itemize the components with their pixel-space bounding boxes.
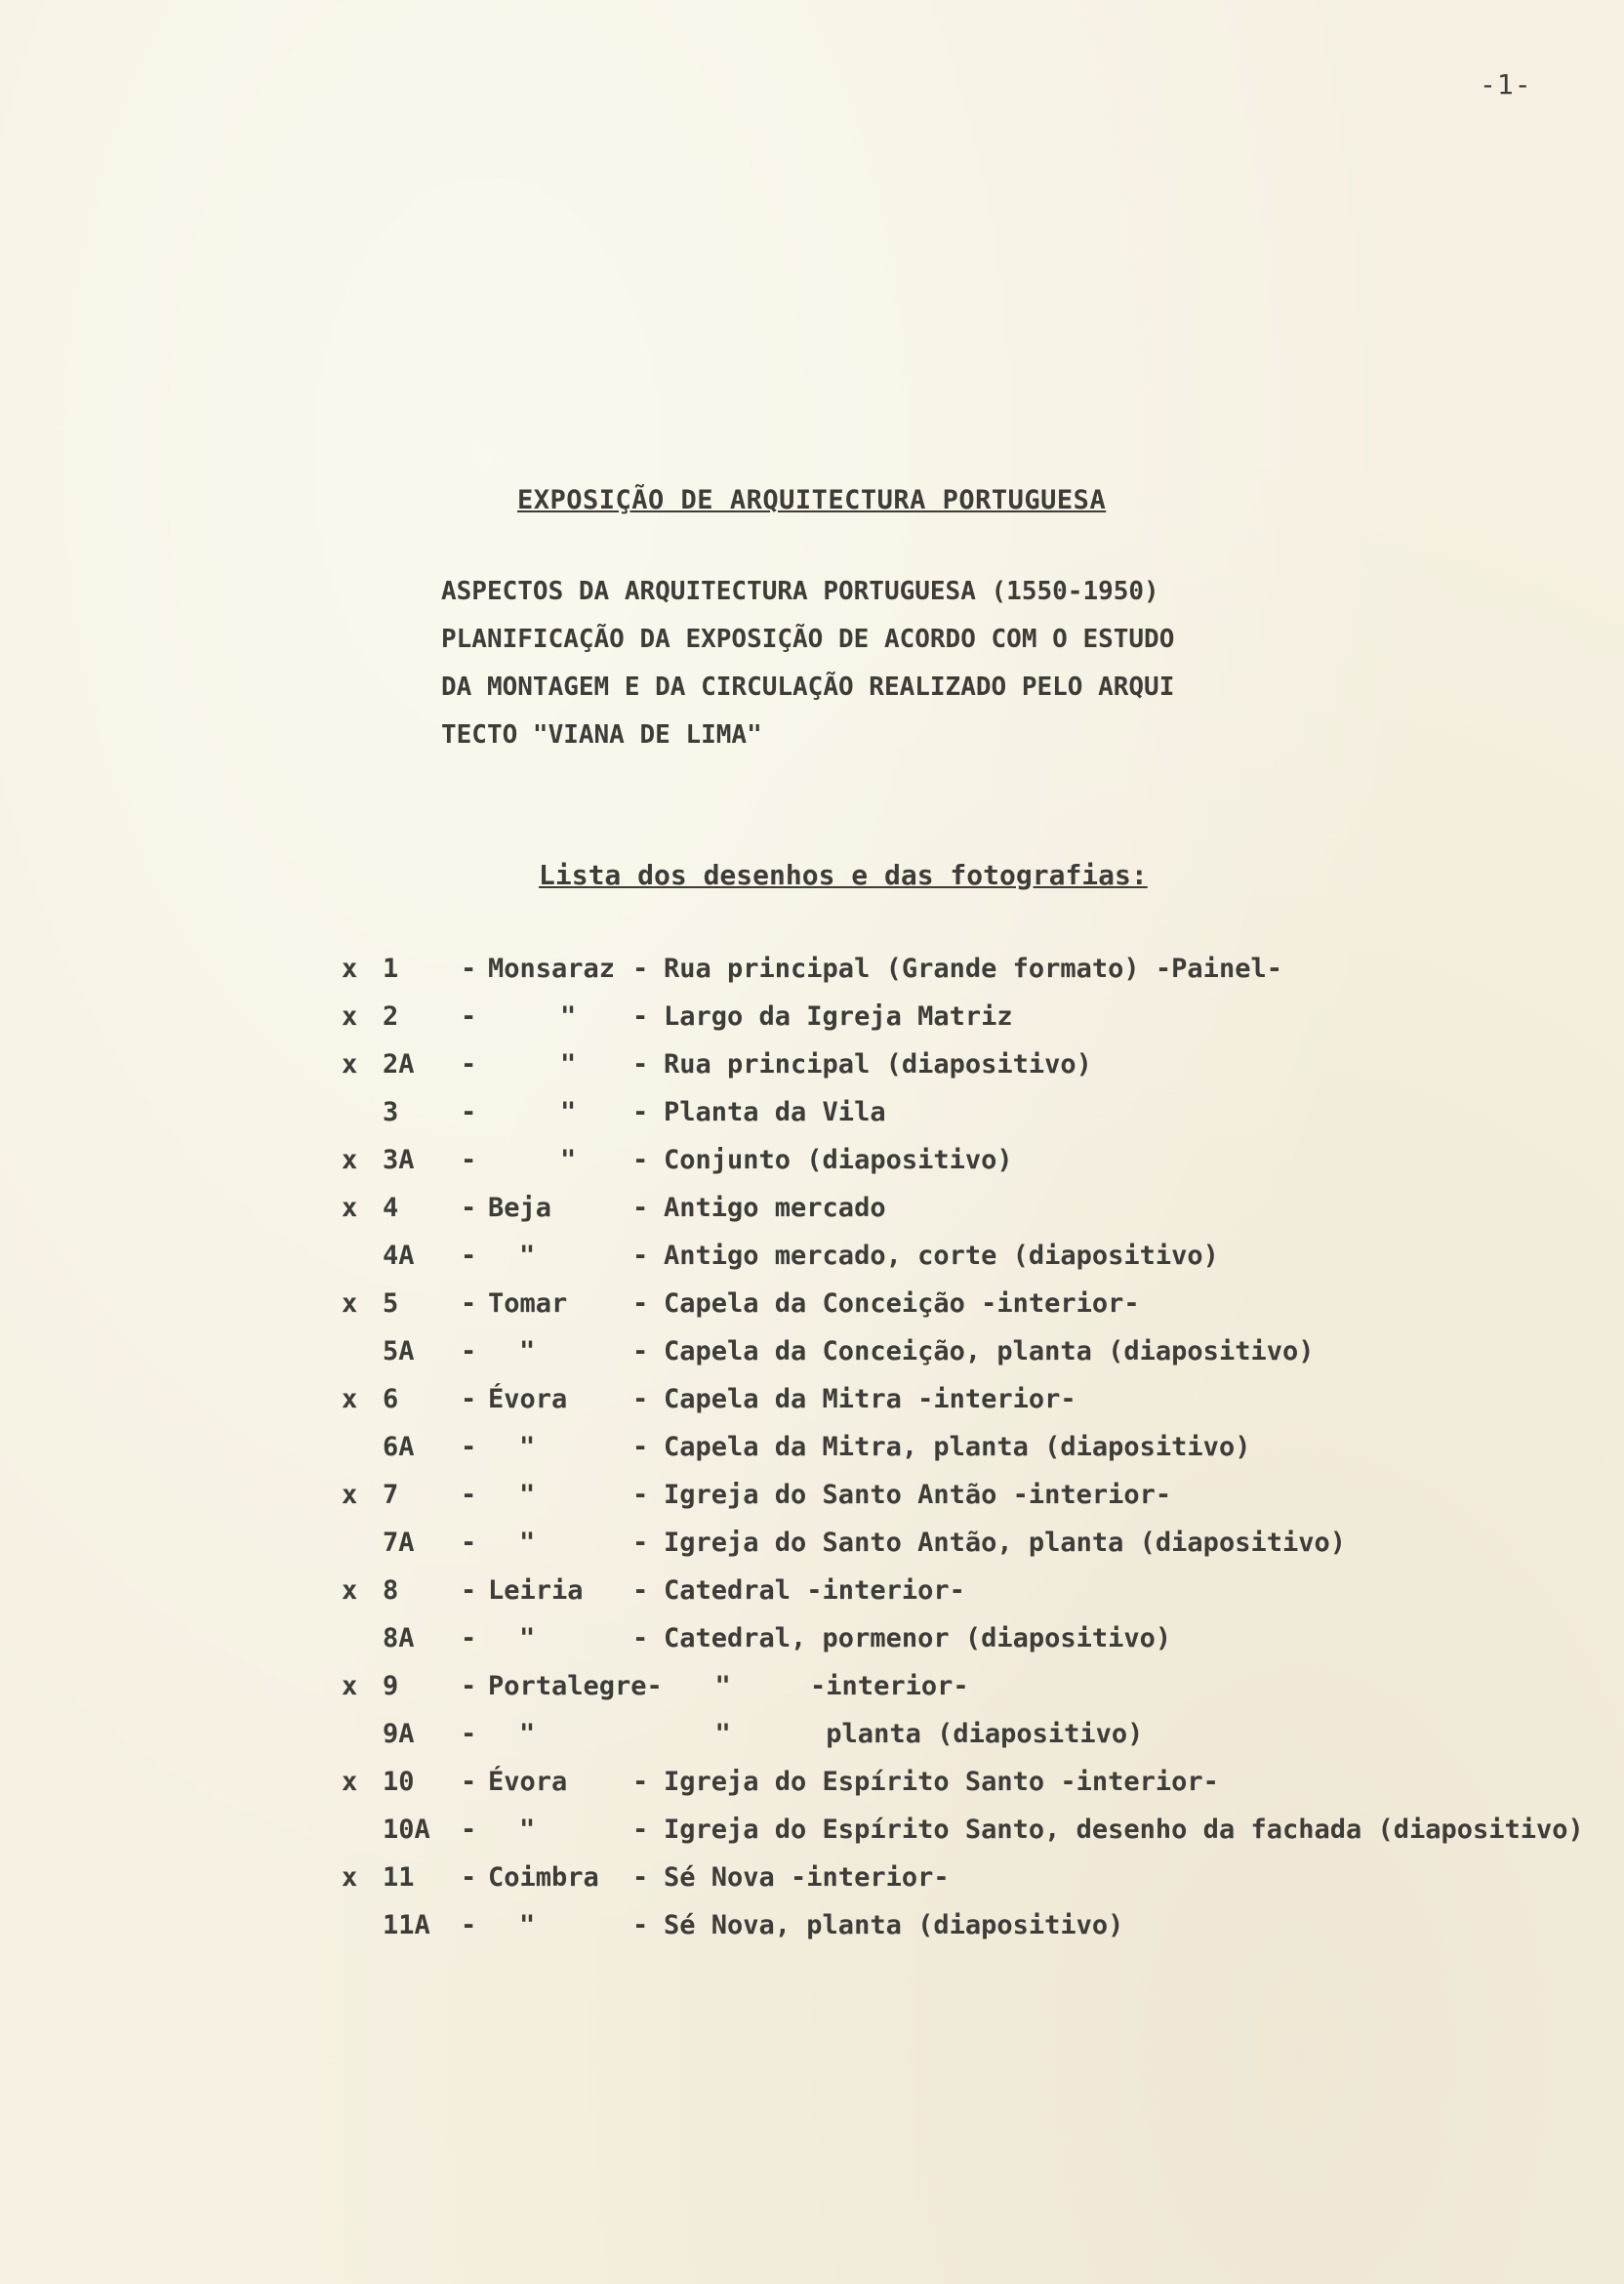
item-mark: x xyxy=(342,1193,358,1223)
item-dash: - xyxy=(632,1145,649,1175)
item-number: 10A xyxy=(383,1815,430,1845)
document-subheading xyxy=(441,568,1174,759)
list-item xyxy=(0,1049,1624,1097)
item-number: 1 xyxy=(383,954,399,984)
list-item xyxy=(0,954,1624,1001)
item-number: 9A xyxy=(383,1719,415,1749)
item-description: Antigo mercado xyxy=(664,1193,886,1223)
drawings-photos-list xyxy=(0,954,1624,1958)
item-mark: x xyxy=(342,1671,358,1701)
list-item xyxy=(0,1336,1624,1384)
item-number: 8 xyxy=(383,1575,399,1606)
item-number: 11A xyxy=(383,1910,430,1940)
item-place: " xyxy=(519,1336,536,1366)
list-item xyxy=(0,1671,1624,1719)
item-place: " xyxy=(560,1097,577,1127)
item-place: " xyxy=(519,1623,536,1653)
item-number: 2A xyxy=(383,1049,415,1080)
item-description: Conjunto (diapositivo) xyxy=(664,1145,1013,1175)
item-dash: - xyxy=(632,1336,649,1366)
item-dash: - xyxy=(632,1241,649,1271)
item-dash: - xyxy=(461,1288,477,1319)
item-mark: x xyxy=(342,1384,358,1414)
item-dash: - xyxy=(461,1815,477,1845)
item-place: Monsaraz xyxy=(488,954,616,984)
item-place: " xyxy=(560,1001,577,1032)
item-place: " xyxy=(519,1815,536,1845)
item-place: " xyxy=(519,1241,536,1271)
item-number: 7 xyxy=(383,1480,399,1510)
item-place: " xyxy=(519,1719,536,1749)
item-dash: - xyxy=(632,1097,649,1127)
item-mark: x xyxy=(342,1862,358,1893)
item-place: " xyxy=(560,1145,577,1175)
list-item xyxy=(0,1432,1624,1480)
item-mark: x xyxy=(342,1288,358,1319)
item-place: Portalegre- xyxy=(488,1671,663,1701)
item-number: 4A xyxy=(383,1241,415,1271)
subheading-line: DA MONTAGEM E DA CIRCULAÇÃO REALIZADO PELO ARQUI xyxy=(441,673,1175,702)
item-number: 10 xyxy=(383,1767,415,1797)
list-item xyxy=(0,1575,1624,1623)
item-description: Rua principal (diapositivo) xyxy=(664,1049,1092,1080)
item-description: Igreja do Espírito Santo, desenho da fachada (diapositivo) xyxy=(664,1815,1584,1845)
subheading-line: ASPECTOS DA ARQUITECTURA PORTUGUESA (1550-1950) xyxy=(441,577,1159,606)
list-item xyxy=(0,1528,1624,1575)
item-mark: x xyxy=(342,1049,358,1080)
item-description: Igreja do Santo Antão, planta (diapositivo) xyxy=(664,1528,1346,1558)
list-item xyxy=(0,1862,1624,1910)
item-dash: - xyxy=(632,1049,649,1080)
list-item xyxy=(0,1384,1624,1432)
subheading-line: PLANIFICAÇÃO DA EXPOSIÇÃO DE ACORDO COM O ESTUDO xyxy=(441,625,1175,654)
item-description: Catedral, pormenor (diapositivo) xyxy=(664,1623,1172,1653)
list-item xyxy=(0,1241,1624,1288)
item-number: 5 xyxy=(383,1288,399,1319)
item-number: 3A xyxy=(383,1145,415,1175)
item-dash: - xyxy=(461,1623,477,1653)
item-dash: - xyxy=(461,1001,477,1032)
item-description: Capela da Mitra, planta (diapositivo) xyxy=(664,1432,1251,1462)
item-dash: - xyxy=(461,1432,477,1462)
list-item xyxy=(0,1001,1624,1049)
item-dash: - xyxy=(461,1862,477,1893)
document-heading: EXPOSIÇÃO DE ARQUITECTURA PORTUGUESA xyxy=(517,485,1107,515)
item-number: 4 xyxy=(383,1193,399,1223)
item-dash: - xyxy=(632,1288,649,1319)
item-dash: - xyxy=(461,1193,477,1223)
item-dash: - xyxy=(461,1767,477,1797)
item-place: " xyxy=(519,1910,536,1940)
item-place: " xyxy=(560,1049,577,1080)
item-description: Sé Nova -interior- xyxy=(664,1862,950,1893)
item-dash: - xyxy=(632,1193,649,1223)
item-description: Sé Nova, planta (diapositivo) xyxy=(664,1910,1124,1940)
list-item xyxy=(0,1767,1624,1815)
item-dash: - xyxy=(461,1671,477,1701)
item-description: " planta (diapositivo) xyxy=(683,1719,1144,1749)
item-place: Leiria xyxy=(488,1575,584,1606)
item-number: 2 xyxy=(383,1001,399,1032)
item-mark: x xyxy=(342,1001,358,1032)
item-description: " -interior- xyxy=(683,1671,969,1701)
item-dash: - xyxy=(632,1767,649,1797)
list-item xyxy=(0,1719,1624,1767)
item-dash: - xyxy=(632,1384,649,1414)
item-dash: - xyxy=(461,1336,477,1366)
item-dash: - xyxy=(461,1719,477,1749)
item-number: 3 xyxy=(383,1097,399,1127)
item-number: 6A xyxy=(383,1432,415,1462)
item-description: Catedral -interior- xyxy=(664,1575,965,1606)
list-title: Lista dos desenhos e das fotografias: xyxy=(539,859,1148,891)
item-dash: - xyxy=(461,1910,477,1940)
list-item xyxy=(0,1097,1624,1145)
item-dash: - xyxy=(461,1528,477,1558)
item-description: Antigo mercado, corte (diapositivo) xyxy=(664,1241,1219,1271)
item-description: Igreja do Santo Antão -interior- xyxy=(664,1480,1172,1510)
item-dash: - xyxy=(461,1049,477,1080)
item-dash: - xyxy=(461,1480,477,1510)
item-dash: - xyxy=(632,1480,649,1510)
item-place: Évora xyxy=(488,1384,568,1414)
list-item xyxy=(0,1910,1624,1958)
item-mark: x xyxy=(342,1145,358,1175)
item-place: Évora xyxy=(488,1767,568,1797)
item-number: 8A xyxy=(383,1623,415,1653)
item-description: Rua principal (Grande formato) -Painel- xyxy=(664,954,1282,984)
item-number: 11 xyxy=(383,1862,415,1893)
item-dash: - xyxy=(461,1145,477,1175)
item-mark: x xyxy=(342,1575,358,1606)
item-dash: - xyxy=(461,1575,477,1606)
item-dash: - xyxy=(461,1097,477,1127)
item-number: 7A xyxy=(383,1528,415,1558)
item-number: 5A xyxy=(383,1336,415,1366)
item-mark: x xyxy=(342,1480,358,1510)
item-mark: x xyxy=(342,1767,358,1797)
item-mark: x xyxy=(342,954,358,984)
item-dash: - xyxy=(632,954,649,984)
item-dash: - xyxy=(632,1623,649,1653)
item-description: Capela da Conceição, planta (diapositivo) xyxy=(664,1336,1315,1366)
list-item xyxy=(0,1145,1624,1193)
list-item xyxy=(0,1193,1624,1241)
item-dash: - xyxy=(632,1528,649,1558)
item-description: Planta da Vila xyxy=(664,1097,886,1127)
item-dash: - xyxy=(461,1241,477,1271)
list-item xyxy=(0,1480,1624,1528)
item-dash: - xyxy=(461,1384,477,1414)
list-item xyxy=(0,1815,1624,1862)
item-place: Beja xyxy=(488,1193,552,1223)
item-dash: - xyxy=(632,1001,649,1032)
list-item xyxy=(0,1623,1624,1671)
item-place: " xyxy=(519,1432,536,1462)
subheading-line: TECTO "VIANA DE LIMA" xyxy=(441,720,762,750)
item-place: " xyxy=(519,1480,536,1510)
item-dash: - xyxy=(632,1862,649,1893)
item-number: 6 xyxy=(383,1384,399,1414)
page-number: -1- xyxy=(1480,68,1532,101)
list-item xyxy=(0,1288,1624,1336)
item-number: 9 xyxy=(383,1671,399,1701)
item-description: Largo da Igreja Matriz xyxy=(664,1001,1013,1032)
item-description: Capela da Conceição -interior- xyxy=(664,1288,1140,1319)
item-description: Igreja do Espírito Santo -interior- xyxy=(664,1767,1219,1797)
item-place: Tomar xyxy=(488,1288,568,1319)
item-dash: - xyxy=(461,954,477,984)
item-place: Coimbra xyxy=(488,1862,599,1893)
item-dash: - xyxy=(632,1815,649,1845)
item-description: Capela da Mitra -interior- xyxy=(664,1384,1076,1414)
item-dash: - xyxy=(632,1910,649,1940)
item-dash: - xyxy=(632,1575,649,1606)
item-place: " xyxy=(519,1528,536,1558)
item-dash: - xyxy=(632,1432,649,1462)
